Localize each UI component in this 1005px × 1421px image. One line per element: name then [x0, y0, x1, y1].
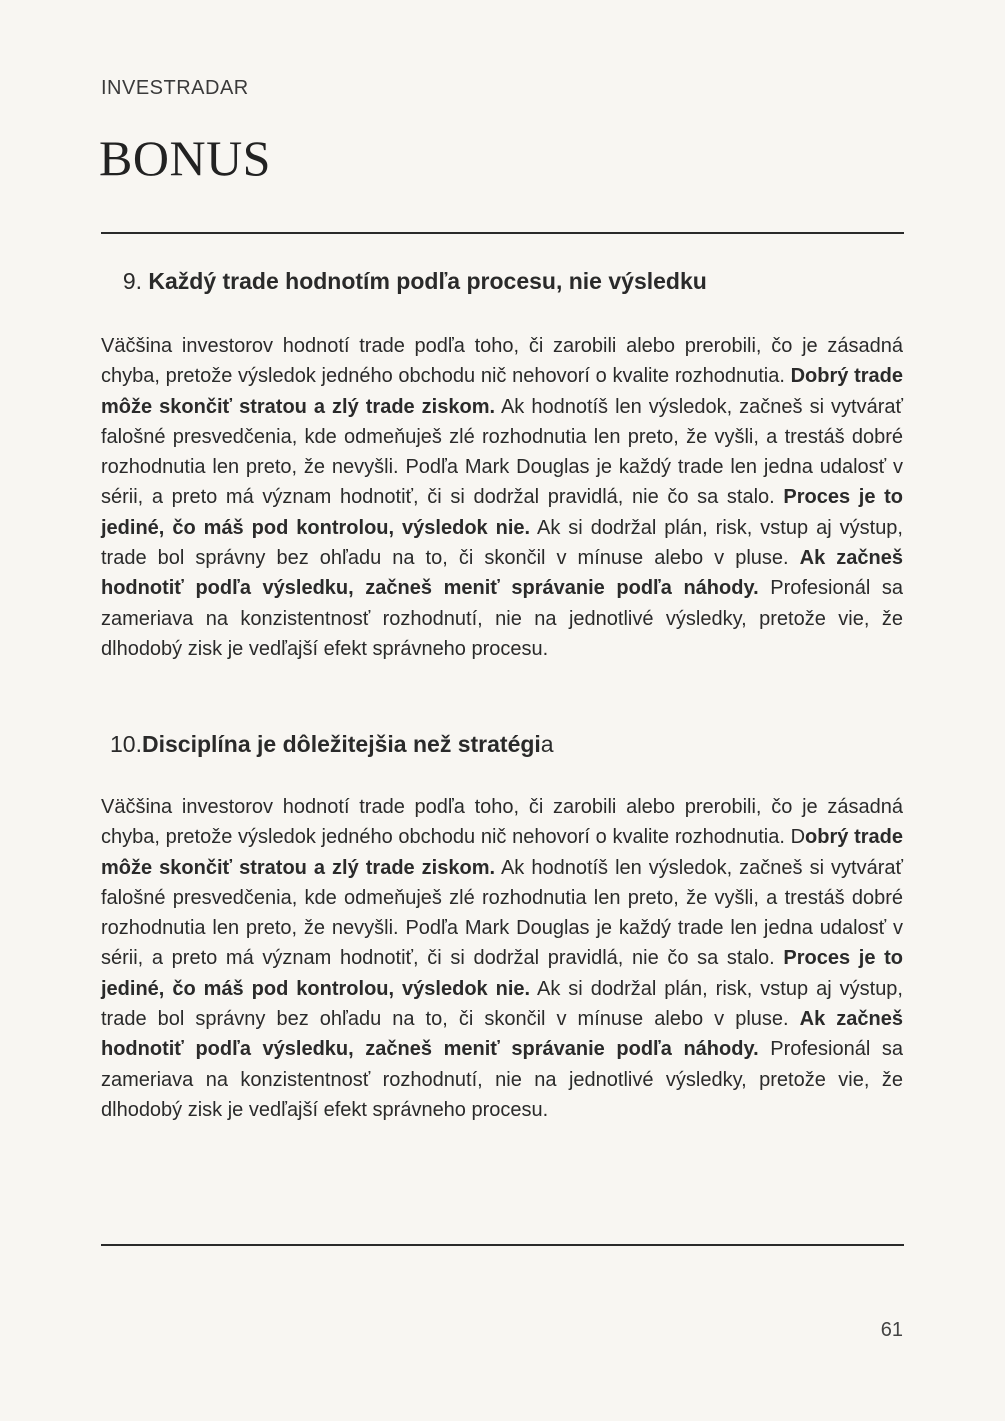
paragraph-emphasis: Proces je to jediné, čo máš pod kontrolou, výsledok nie.: [101, 486, 903, 539]
page-title: BONUS: [99, 130, 271, 186]
paragraph-text: Ak hodnotíš len výsledok, začneš si vytvárať falošné presvedčenia, kde odmeňuješ zlé rozhodnutia len preto, že vyšli, a trestáš dobré rozhodnutia len preto, že nevyšli. Podľa Mark Douglas je každý trade len jedna udalosť v sérii, a preto má význam hodnotiť, či si dodržal pravidlá, nie čo sa stalo.: [101, 395, 903, 509]
paragraph-text: Ak si dodržal plán, risk, vstup aj výstup, trade bol správny bez ohľadu na to, či skončil v mínuse alebo v pluse.: [101, 516, 903, 570]
paragraph-emphasis: Ak začneš hodnotiť podľa výsledku, začneš meniť správanie podľa náhody.: [101, 1008, 903, 1061]
paragraph-text: Ak si dodržal plán, risk, vstup aj výstup, trade bol správny bez ohľadu na to, či skončil v mínuse alebo v pluse.: [101, 977, 903, 1031]
page-number: 61: [880, 1319, 903, 1341]
section-paragraph-9: [101, 331, 903, 664]
section-number: 9.: [122, 268, 142, 294]
top-divider: [101, 232, 904, 234]
section-paragraph-10: [101, 792, 903, 1125]
paragraph-emphasis: obrý trade môže skončiť stratou a zlý trade ziskom.: [101, 826, 903, 879]
bottom-divider: [101, 1244, 904, 1246]
paragraph-text: Profesionál sa zameriava na konzistentnosť rozhodnutí, nie na jednotlivé výsledky, pretože vie, že dlhodobý zisk je vedľajší efekt správneho procesu.: [101, 577, 903, 660]
paragraph-emphasis: Proces je to jediné, čo máš pod kontrolou, výsledok nie.: [101, 947, 903, 1000]
paragraph-text: Väčšina investorov hodnotí trade podľa toho, či zarobili alebo prerobili, čo je zásadná chyba, pretože výsledok jedného obchodu nič nehovorí o kvalite rozhodnutia.: [101, 335, 903, 388]
section-number: 10.: [110, 731, 142, 757]
paragraph-text: Ak hodnotíš len výsledok, začneš si vytvárať falošné presvedčenia, kde odmeňuješ zlé rozhodnutia len preto, že vyšli, a trestáš dobré rozhodnutia len preto, že nevyšli. Podľa Mark Douglas je každý trade len jedna udalosť v sérii, a preto má význam hodnotiť, či si dodržal pravidlá, nie čo sa stalo.: [101, 856, 903, 970]
brand-label: INVESTRADAR: [101, 77, 249, 99]
section-heading-10: [101, 729, 904, 759]
section-title: Disciplína je dôležitejšia než stratégi: [142, 731, 541, 757]
paragraph-emphasis: Ak začneš hodnotiť podľa výsledku, začneš meniť správanie podľa náhody.: [101, 547, 903, 600]
paragraph-text: Profesionál sa zameriava na konzistentnosť rozhodnutí, nie na jednotlivé výsledky, pretože vie, že dlhodobý zisk je vedľajší efekt správneho procesu.: [101, 1038, 903, 1121]
paragraph-emphasis: Dobrý trade môže skončiť stratou a zlý trade ziskom.: [101, 365, 903, 418]
section-heading-9: [101, 266, 904, 296]
section-title: Každý trade hodnotím podľa procesu, nie výsledku: [148, 268, 707, 294]
paragraph-text: Väčšina investorov hodnotí trade podľa toho, či zarobili alebo prerobili, čo je zásadná chyba, pretože výsledok jedného obchodu nič nehovorí o kvalite rozhodnutia. D: [101, 796, 903, 849]
section-title-tail: a: [540, 731, 554, 757]
